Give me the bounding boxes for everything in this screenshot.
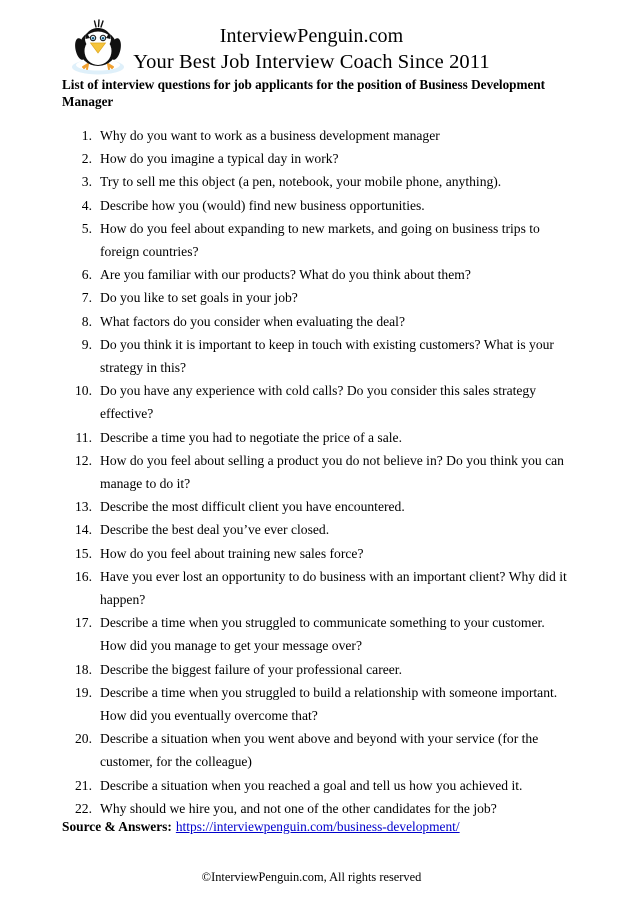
list-item: [62, 518, 570, 541]
list-item: [62, 449, 570, 495]
list-item-number: 18.: [75, 661, 92, 677]
list-item: [62, 263, 570, 286]
list-item: [62, 124, 570, 147]
list-item-text: Describe a situation when you reached a goal and tell us how you achieved it.: [100, 777, 523, 793]
list-item-number: 9.: [81, 336, 92, 352]
list-item: [62, 611, 570, 657]
list-item-text: Describe the most difficult client you have encountered.: [100, 499, 405, 515]
list-item-number: 7.: [81, 290, 92, 306]
list-item-number: 14.: [75, 522, 92, 538]
list-item: [62, 286, 570, 309]
list-item-text: How do you feel about training new sales force?: [100, 545, 364, 561]
list-item-number: 2.: [81, 151, 92, 167]
page-footer: [0, 869, 623, 885]
brand-name: InterviewPenguin.com: [219, 25, 404, 47]
page-title: List of interview questions for job applicants for the position of Business Development Manager: [62, 77, 546, 109]
list-item: [62, 217, 570, 263]
brand-tagline: Your Best Job Interview Coach Since 2011: [133, 51, 490, 73]
list-item-text: Describe how you (would) find new business opportunities.: [100, 197, 425, 213]
list-item-number: 6.: [81, 267, 92, 283]
list-item-text: Describe a time when you struggled to communicate something to your customer. How did you manage to get your message over?: [100, 615, 545, 654]
list-item-text: Have you ever lost an opportunity to do business with an important client? Why did it happen?: [100, 568, 567, 608]
list-item-text: How do you feel about expanding to new markets, and going on business trips to foreign countries?: [100, 220, 540, 260]
list-item-number: 17.: [75, 615, 92, 631]
list-item: [62, 681, 570, 727]
list-item-text: What factors do you consider when evaluating the deal?: [100, 313, 405, 329]
copyright-text: ©InterviewPenguin.com, All rights reserved: [201, 870, 422, 884]
list-item-text: Do you like to set goals in your job?: [100, 290, 298, 306]
source-label: Source & Answers:: [62, 819, 172, 834]
list-item-text: Describe the biggest failure of your professional career.: [100, 661, 402, 677]
list-item-text: Do you have any experience with cold calls? Do you consider this sales strategy effective?: [100, 383, 537, 422]
list-item-text: Why do you want to work as a business development manager: [100, 128, 440, 143]
list-item: [62, 379, 570, 425]
list-item-number: 21.: [75, 777, 92, 793]
list-item-number: 4.: [81, 197, 92, 213]
list-item-number: 1.: [81, 128, 92, 143]
list-item: [62, 426, 570, 449]
list-item: [62, 194, 570, 217]
brand-heading: [0, 24, 623, 75]
list-item-number: 22.: [75, 800, 92, 816]
list-item-text: Describe a situation when you went above and beyond with your service (for the customer, for the colleague): [100, 731, 539, 770]
list-item-text: Describe the best deal you’ve ever closed.: [100, 522, 330, 538]
list-item-text: Try to sell me this object (a pen, notebook, your mobile phone, anything).: [100, 174, 502, 190]
source-url-link[interactable]: https://interviewpenguin.com/business-development/: [175, 819, 460, 834]
list-item: [62, 774, 570, 797]
list-item-text: How do you feel about selling a product you do not believe in? Do you think you can manage to do it?: [100, 452, 564, 492]
list-item-text: Describe a time when you struggled to build a relationship with someone important. How did you eventually overcome that?: [100, 684, 558, 724]
list-item-number: 10.: [75, 383, 92, 399]
list-item-number: 8.: [81, 313, 92, 329]
list-item-number: 3.: [81, 174, 92, 190]
list-item-number: 16.: [75, 568, 92, 584]
interview-questions-list: [62, 124, 570, 820]
list-item-number: 5.: [81, 220, 92, 236]
source-answers-line: [62, 818, 582, 836]
list-item-text: How do you imagine a typical day in work?: [100, 151, 339, 167]
list-item: [62, 658, 570, 681]
list-item: [62, 147, 570, 170]
list-item-number: 20.: [75, 731, 92, 747]
list-item: [62, 542, 570, 565]
list-item-text: Are you familiar with our products? What do you think about them?: [100, 267, 471, 283]
list-item-text: Describe a time you had to negotiate the price of a sale.: [100, 429, 402, 445]
list-item: [62, 170, 570, 193]
list-item-number: 11.: [75, 429, 92, 445]
list-item: [62, 310, 570, 333]
list-item: [62, 727, 570, 773]
list-item-number: 13.: [75, 499, 92, 515]
list-item: [62, 797, 570, 820]
page-header: [0, 0, 623, 78]
list-item-number: 12.: [75, 452, 92, 468]
list-item: [62, 333, 570, 379]
list-item-number: 15.: [75, 545, 92, 561]
list-item: [62, 565, 570, 611]
list-item: [62, 495, 570, 518]
list-item-text: Do you think it is important to keep in touch with existing customers? What is your strategy in this?: [100, 336, 554, 376]
list-item-text: Why should we hire you, and not one of the other candidates for the job?: [100, 800, 497, 816]
list-item-number: 19.: [75, 684, 92, 700]
